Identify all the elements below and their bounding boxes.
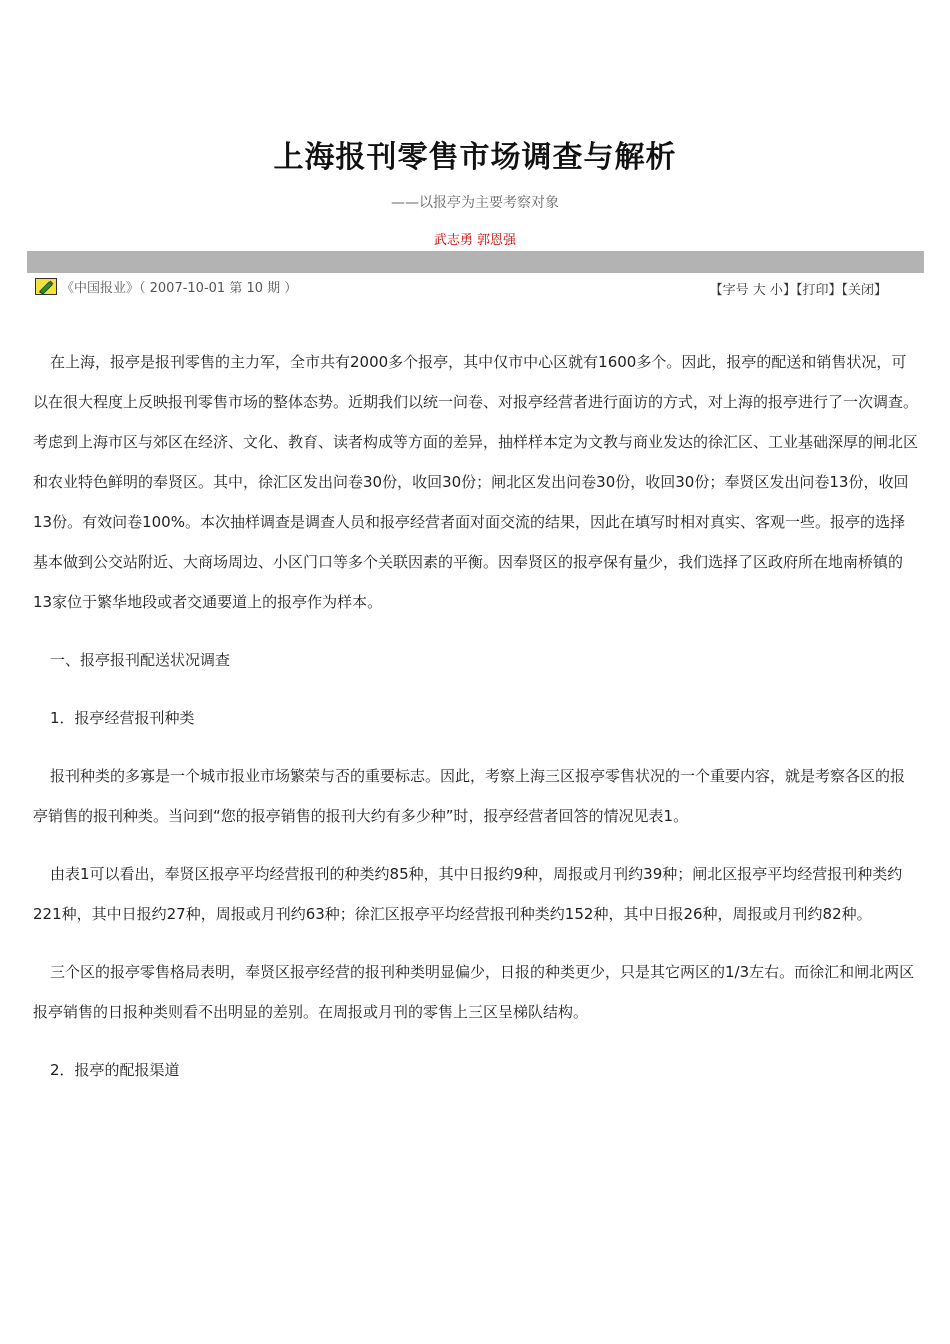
- paragraph: 报刊种类的多寡是一个城市报业市场繁荣与否的重要标志。因此，考察上海三区报亭零售状况的一个重要内容，就是考察各区的报亭销售的报刊种类。当问到“您的报亭销售的报刊大约有多少种”时，报亭经营者回答的情况见表1。: [33, 767, 906, 825]
- font-small-button[interactable]: 小】: [769, 283, 796, 298]
- article-body: [33, 342, 919, 1108]
- article-tools: [710, 279, 887, 298]
- article-authors: 武志勇 郭恩强: [433, 233, 517, 248]
- pen-icon: [35, 278, 57, 295]
- article-title: 上海报刊零售市场调查与解析: [273, 140, 677, 175]
- subsection-heading: 2．报亭的配报渠道: [50, 1061, 180, 1079]
- close-button[interactable]: 【关闭】: [841, 283, 887, 298]
- subsection-heading: 1．报亭经营报刊种类: [50, 709, 195, 727]
- source-line: [35, 276, 297, 296]
- article-subtitle: ——以报亭为主要考察对象: [391, 195, 559, 211]
- paragraph: 三个区的报亭零售格局表明，奉贤区报亭经营的报刊种类明显偏少，日报的种类更少，只是其它两区的1/3左右。而徐汇和闸北两区报亭销售的日报种类则看不出明显的差别。在周报或月刊的零售上三区呈梯队结构。: [33, 963, 915, 1021]
- font-size-label: 【字号: [709, 283, 749, 298]
- font-large-button[interactable]: 大: [752, 283, 766, 298]
- section-heading: 一、报亭报刊配送状况调查: [50, 651, 231, 669]
- print-button[interactable]: 【打印】: [795, 283, 842, 298]
- paragraph: 在上海，报亭是报刊零售的主力军，全市共有2000多个报亭，其中仅市中心区就有1600多个。因此，报亭的配送和销售状况，可以在很大程度上反映报刊零售市场的整体态势。近期我们以统一问卷、对报亭经营者进行面访的方式，对上海的报亭进行了一次调查。考虑到上海市区与郊区在经济、文化、教育、读者构成等方面的差异，抽样样本定为文教与商业发达的徐汇区、工业基础深厚的闸北区和农业特色鲜明的奉贤区。其中，徐汇区发出问卷30份，收回30份；闸北区发出问卷30份，收回30份；奉贤区发出问卷13份，收回13份。有效问卷100%。本次抽样调查是调查人员和报亭经营者面对面交流的结果，因此在填写时相对真实、客观一些。报亭的选择基本做到公交站附近、大商场周边、小区门口等多个关联因素的平衡。因奉贤区的报亭保有量少，我们选择了区政府所在地南桥镇的13家位于繁华地段或者交通要道上的报亭作为样本。: [33, 353, 919, 611]
- source-text: 《中国报业》（ 2007-10-01 第 10 期 ）: [61, 280, 298, 296]
- paragraph: 由表1可以看出，奉贤区报亭平均经营报刊的种类约85种，其中日报约9种，周报或月刊约39种；闸北区报亭平均经营报刊种类约221种，其中日报约27种，周报或月刊约63种；徐汇区报亭平均经营报刊种类约152种，其中日报26种，周报或月刊约82种。: [33, 865, 903, 923]
- divider-bar: [27, 251, 924, 273]
